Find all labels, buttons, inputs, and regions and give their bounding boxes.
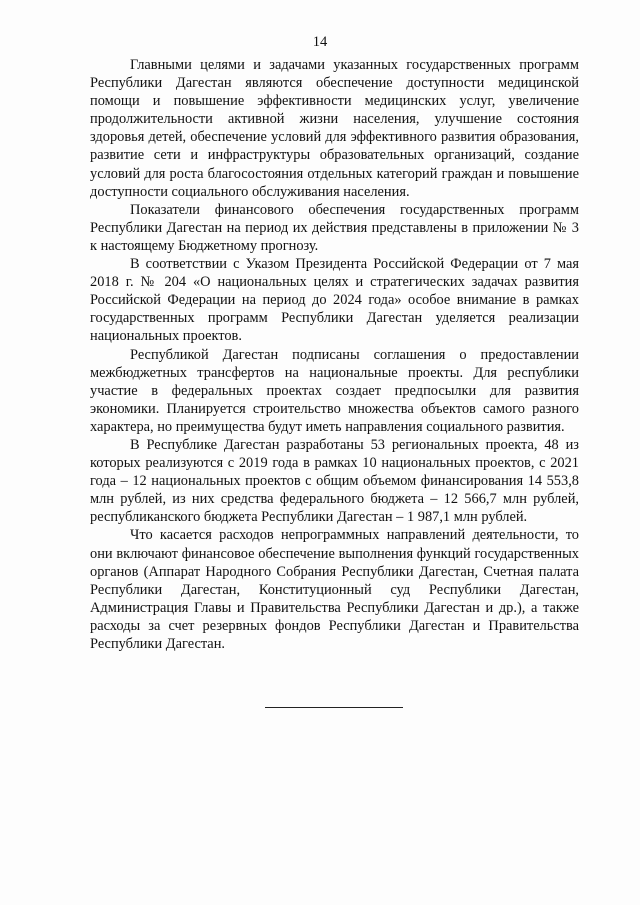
paragraph-transfer-agreements: Республикой Дагестан подписаны соглашения о предоставлении межбюджетных трансфертов на национальные проекты. Для республики участие в федеральных проектах создает предпосылки для развития экономики. Планируется строительство множества объектов самого разного характера, но преимущества будут иметь направления социального развития. — [90, 346, 579, 435]
paragraph-regional-projects: В Республике Дагестан разработаны 53 региональных проекта, 48 из которых реализуются с 2019 года в рамках 10 национальных проектов, с 2021 года – 12 национальных проектов с общим объемом финансирования 14 553,8 млн рублей, из них средства федерального бюджета – 12 566,7 млн рублей, республиканского бюджета Республики Дагестан – 1 987,1 млн рублей. — [90, 436, 579, 526]
paragraph-program-goals: Главными целями и задачами указанных государственных программ Республики Дагестан являются обеспечение доступности медицинской помощи и повышение эффективности медицинских услуг, увеличение продолжительности активной жизни населения, улучшение состояния здоровья детей, обеспечение условий для эффективного развития образования, развитие сети и инфраструктуры образовательных организаций, создание условий для роста благосостояния отдельных категорий граждан и повышение доступности социального обслуживания населения. — [90, 57, 579, 200]
paragraph-financial-indicators: Показатели финансового обеспечения государственных программ Республики Дагестан на период их действия представлены в приложении № 3 к настоящему Бюджетному прогнозу. — [90, 201, 579, 254]
end-divider-line — [265, 707, 403, 708]
document-body — [90, 56, 579, 653]
page-number: 14 — [312, 34, 328, 50]
paragraph-non-program-expenses: Что касается расходов непрограммных направлений деятельности, то они включают финансовое обеспечение выполнения функций государственных органов (Аппарат Народного Собрания Республики Дагестан, Счетная палата Республики Дагестан, Конституционный суд Республики Дагестан, Администрация Главы и Правительства Республики Дагестан и др.), а также расходы за счет резервных фондов Республики Дагестан и Правительства Республики Дагестан. — [90, 527, 579, 652]
paragraph-presidential-decree: В соответствии с Указом Президента Российской Федерации от 7 мая 2018 г. № 204 «О национальных целях и стратегических задачах развития Российской Федерации на период до 2024 года» особое внимание в рамках государственных программ Республики Дагестан уделяется реализации национальных проектов. — [90, 256, 579, 345]
